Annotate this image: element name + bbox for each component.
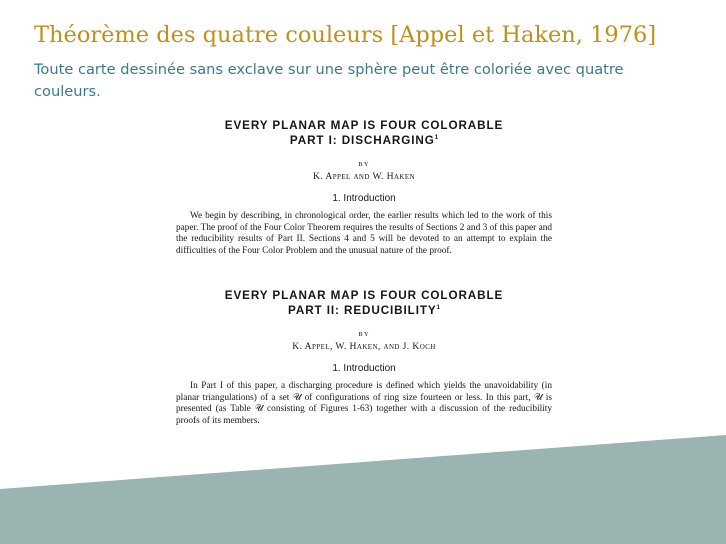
paper-title-line-1: EVERY PLANAR MAP IS FOUR COLORABLE: [224, 119, 504, 132]
paper-title-line-1: EVERY PLANAR MAP IS FOUR COLORABLE: [224, 289, 504, 302]
paper-body-text: We begin by describing, in chronological order, the earlier results which led to the work of this paper. The proof of the Four Color Theorem requires the results of Sections 2 and 3 of this paper and the reducibility results of Part II. Sections 4 and 5 will be devoted to an attempt to explain the difficulties of the Four Color Problem and the unusual nature of the proof.: [176, 210, 552, 256]
paper-part-title: PART II: REDUCIBILITY: [288, 303, 437, 317]
paper-section-heading: 1. Introduction: [332, 192, 396, 204]
paper-title-line-2: [176, 302, 552, 317]
paper-excerpt-part-2: [176, 290, 552, 428]
paper-authors: K. Appel, W. Haken, and J. Koch: [292, 340, 436, 352]
paper-authors: K. Appel and W. Haken: [313, 170, 415, 182]
paper-by: BY: [358, 330, 370, 338]
paper-by: BY: [358, 160, 370, 168]
footnote-mark: 1: [436, 305, 440, 311]
footer-decoration-band: [0, 430, 726, 544]
paper-section-heading: 1. Introduction: [332, 362, 396, 374]
paper-excerpt-part-1: [176, 120, 552, 269]
footer-band-shape: [0, 435, 726, 544]
paper-title-line-2: [176, 132, 552, 147]
slide-title: Théorème des quatre couleurs [Appel et Haken, 1976]: [34, 22, 657, 48]
paper-part-title: PART I: DISCHARGING: [289, 133, 435, 147]
slide-subtitle: Toute carte dessinée sans exclave sur une sphère peut être coloriée avec quatre couleurs.: [34, 61, 624, 100]
footnote-mark: 1: [434, 135, 439, 141]
paper-body-text: In Part I of this paper, a discharging procedure is defined which yields the unavoidability (in planar triangulations) of a set 𝒰 of configurations of ring size fourteen or less. In this part, 𝒰 is presented (as Table 𝒰 consisting of Figures 1-63) together with a discussion of the reducibility proofs of its members.: [176, 380, 552, 426]
